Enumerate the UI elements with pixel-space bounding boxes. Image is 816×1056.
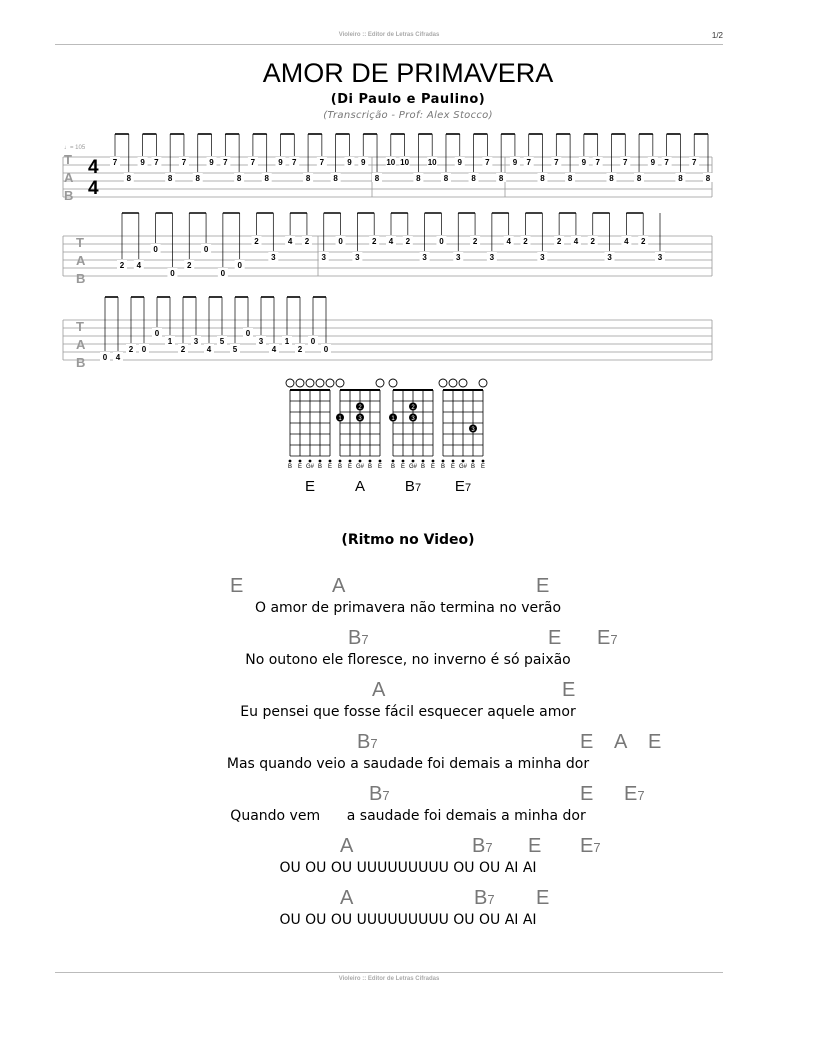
string-name: E [297, 464, 303, 470]
chord-root: B [472, 835, 486, 857]
string-name: E [347, 464, 353, 470]
tab-note: 2 [590, 237, 595, 246]
chord-suffix: 7 [485, 840, 493, 855]
tab-note: 3 [258, 337, 264, 346]
tab-note: 5 [219, 337, 225, 346]
tab-note: 0 [237, 261, 242, 270]
tab-note: 0 [439, 237, 444, 246]
chord-root: E [548, 627, 562, 649]
svg-text:2: 2 [411, 405, 415, 411]
lyric-line: Eu pensei que fosse fácil esquecer aquele amor [240, 704, 576, 720]
tab-note: 7 [526, 158, 531, 167]
lyric-chord [614, 731, 627, 754]
chord-name: B7 [404, 478, 422, 495]
chord-root: B [348, 627, 362, 649]
tab-note: 7 [154, 158, 159, 167]
tab-note: 9 [278, 158, 283, 167]
string-name: E [400, 464, 406, 470]
song-artist: (Di Paulo e Paulino) [330, 92, 486, 107]
tab-note: 9 [361, 158, 366, 167]
svg-text:3: 3 [471, 427, 475, 433]
lyric-chord [562, 679, 575, 702]
chord-root: E [528, 835, 542, 857]
tab-note: 3 [193, 337, 199, 346]
chord-root: A [372, 679, 386, 701]
tab-note: 3 [657, 253, 663, 262]
tab-note: 0 [102, 353, 108, 362]
lyric-chord [580, 783, 593, 806]
lyric-chord [648, 731, 661, 754]
tab-note: 0 [154, 329, 160, 338]
tab-note: 9 [650, 158, 656, 167]
lyric-chord [536, 575, 549, 598]
time-signature-top: 4 [88, 157, 99, 178]
lyric-line: O amor de primavera não termina no verão [254, 600, 562, 616]
tab-note: 8 [126, 174, 132, 183]
lyric-chord [332, 575, 345, 598]
lyric-chord [369, 783, 390, 806]
tab-system-2 [63, 213, 712, 286]
lyric-chord [536, 887, 549, 910]
chord-root: E [580, 783, 594, 805]
string-name: E [430, 464, 436, 470]
lyric-line: Quando vem a saudade foi demais a minha dor [230, 808, 586, 824]
tab-note: 1 [167, 337, 173, 346]
chord-row [0, 835, 816, 859]
lyric-chord [372, 679, 385, 702]
chord-suffix: 7 [370, 736, 378, 751]
chord-root: E [562, 679, 576, 701]
tab-note: 0 [323, 345, 329, 354]
tab-note: 8 [374, 174, 380, 183]
string-name: B [420, 464, 426, 470]
tab-note: 8 [678, 174, 683, 183]
chord-suffix: 7 [593, 840, 601, 855]
tab-note: 4 [624, 237, 629, 246]
lyric-line: No outono ele floresce, no inverno é só paixão [245, 652, 571, 668]
string-name: B [337, 464, 343, 470]
tab-note: 9 [512, 158, 518, 167]
lyric-chord [357, 731, 378, 754]
lyric-line: OU OU OU UUUUUUUUU OU OU AI AI [279, 912, 537, 928]
chord-root: B [474, 887, 488, 909]
string-name: G# [355, 464, 365, 470]
tab-note: 8 [471, 174, 476, 183]
tab-note: 2 [472, 237, 478, 246]
chord-diagram [389, 379, 435, 495]
tab-note: 3 [607, 253, 612, 262]
svg-text:3: 3 [358, 416, 362, 422]
tab-system-1 [63, 134, 713, 203]
chord-root: E [230, 575, 244, 597]
string-name: G# [458, 464, 468, 470]
svg-text:1: 1 [338, 416, 342, 422]
chord-root: E [597, 627, 611, 649]
chord-root: A [340, 835, 354, 857]
lyric-chord [624, 783, 645, 806]
lyric-line: Mas quando veio a saudade foi demais a minha dor [226, 756, 590, 772]
string-name: B [287, 464, 293, 470]
tab-note: 0 [338, 237, 343, 246]
chord-row [0, 783, 816, 807]
tab-note: 8 [167, 174, 173, 183]
tab-note: 2 [640, 237, 646, 246]
tab-note: 2 [180, 345, 186, 354]
svg-text:3: 3 [411, 416, 415, 422]
tab-note: 9 [457, 158, 462, 167]
tab-note: 0 [220, 269, 226, 278]
tab-letter-a: A [76, 337, 86, 352]
tab-note: 7 [554, 158, 559, 167]
tab-note: 8 [636, 174, 642, 183]
page-header [55, 32, 723, 45]
tab-letter-b: B [64, 188, 74, 203]
tab-note: 9 [209, 158, 214, 167]
tab-note: 8 [333, 174, 338, 183]
string-name: B [317, 464, 323, 470]
lyric-chord [474, 887, 495, 910]
tab-note: 7 [181, 158, 187, 167]
string-name: E [480, 464, 486, 470]
lyric-chord [580, 835, 601, 858]
lyric-chord [580, 731, 593, 754]
lyric-chord [348, 627, 369, 650]
tab-note: 0 [170, 269, 175, 278]
lyric-chord [340, 835, 353, 858]
page-number: 1/2 [711, 31, 723, 40]
tab-note: 8 [305, 174, 311, 183]
lyric-chord [230, 575, 243, 598]
tab-note: 4 [388, 237, 394, 246]
lyric-line: OU OU OU UUUUUUUUU OU OU AI AI [279, 860, 537, 876]
tab-note: 3 [321, 253, 326, 262]
tab-note: 8 [195, 174, 200, 183]
tab-note: 4 [115, 353, 121, 362]
tab-note: 4 [506, 237, 511, 246]
tab-note: 3 [540, 253, 545, 262]
tab-note: 4 [287, 237, 293, 246]
tab-note: 2 [304, 237, 310, 246]
chord-suffix: 7 [610, 632, 618, 647]
chord-row [0, 679, 816, 703]
page-footer [55, 972, 723, 982]
chord-root: B [357, 731, 371, 753]
tab-note: 9 [347, 158, 352, 167]
tab-note: 7 [292, 158, 297, 167]
tab-note: 0 [310, 337, 316, 346]
chord-diagrams [0, 370, 816, 500]
chord-suffix: 7 [487, 892, 495, 907]
tab-note: 2 [405, 237, 411, 246]
tab-note: 0 [141, 345, 147, 354]
tab-note: 9 [140, 158, 145, 167]
chord-name: A [354, 478, 366, 495]
lyric-chord [548, 627, 561, 650]
lyric-chord [340, 887, 353, 910]
tab-note: 8 [264, 174, 269, 183]
tab-note: 7 [319, 158, 325, 167]
tab-note: 4 [271, 345, 277, 354]
tab-note: 8 [705, 174, 711, 183]
tab-note: 9 [581, 158, 587, 167]
tab-note: 2 [187, 261, 192, 270]
tab-letter-t: T [76, 319, 84, 334]
tab-note: 8 [609, 174, 614, 183]
tab-note: 8 [567, 174, 573, 183]
svg-text:1: 1 [391, 416, 395, 422]
chord-row [0, 627, 816, 651]
tab-note: 7 [223, 158, 228, 167]
chord-row [0, 887, 816, 911]
tab-note: 7 [595, 158, 600, 167]
string-name: B [390, 464, 396, 470]
chord-name: E [304, 478, 316, 495]
tab-note: 3 [355, 253, 360, 262]
tab-system-3 [63, 297, 712, 370]
string-name: B [367, 464, 373, 470]
tab-note: 8 [498, 174, 504, 183]
tab-letter-a: A [76, 253, 86, 268]
tab-note: 7 [485, 158, 490, 167]
chord-root: A [340, 887, 354, 909]
chord-row [0, 731, 816, 755]
tab-note: 10 [386, 158, 396, 167]
tab-note: 10 [400, 158, 410, 167]
tab-note: 0 [153, 245, 158, 254]
chord-root: E [536, 887, 550, 909]
footer-site-name: Violeiro :: Editor de Letras Cifradas [338, 976, 440, 982]
tab-note: 0 [245, 329, 251, 338]
tab-letter-b: B [76, 271, 86, 286]
tab-note: 5 [232, 345, 238, 354]
tab-letter-t: T [64, 152, 72, 167]
tab-note: 7 [691, 158, 697, 167]
chord-root: E [624, 783, 638, 805]
tab-note: 3 [456, 253, 461, 262]
tab-note: 3 [489, 253, 495, 262]
chord-suffix: 7 [637, 788, 645, 803]
chord-diagram [439, 379, 487, 495]
tab-note: 0 [203, 245, 209, 254]
transcription-credit: (Transcrição - Prof: Alex Stocco) [323, 110, 493, 121]
chord-diagram [286, 379, 334, 495]
chord-row [0, 575, 816, 599]
lyric-chord [472, 835, 493, 858]
svg-text:2: 2 [358, 405, 362, 411]
string-name: G# [305, 464, 315, 470]
tab-letter-a: A [64, 170, 74, 185]
tab-note: 1 [284, 337, 290, 346]
chord-root: E [580, 835, 594, 857]
tab-note: 8 [416, 174, 421, 183]
time-signature-bottom: 4 [88, 178, 99, 199]
tab-note: 4 [206, 345, 212, 354]
tab-note: 3 [271, 253, 276, 262]
rhythm-note: (Ritmo no Video) [341, 532, 475, 548]
tab-note: 3 [422, 253, 427, 262]
lyric-chord [528, 835, 541, 858]
tab-note: 7 [112, 158, 118, 167]
string-name: B [440, 464, 446, 470]
string-name: G# [408, 464, 418, 470]
lyric-chord [597, 627, 618, 650]
chord-root: A [332, 575, 346, 597]
tab-note: 2 [523, 237, 528, 246]
tab-note: 4 [573, 237, 579, 246]
chord-root: A [614, 731, 628, 753]
string-name: E [450, 464, 456, 470]
tab-note: 10 [427, 158, 437, 167]
tempo-label: ♩= 105 [64, 145, 86, 151]
chord-root: B [369, 783, 383, 805]
tab-note: 8 [540, 174, 545, 183]
chord-root: E [536, 575, 550, 597]
tab-note: 2 [254, 237, 259, 246]
chord-diagram [336, 379, 384, 495]
header-site-name: Violeiro :: Editor de Letras Cifradas [338, 32, 440, 38]
tab-letter-b: B [76, 355, 86, 370]
tab-note: 8 [236, 174, 242, 183]
chord-root: E [648, 731, 662, 753]
chord-name: E7 [454, 478, 472, 495]
chord-root: E [580, 731, 594, 753]
tab-note: 2 [119, 261, 125, 270]
tablature [0, 125, 816, 370]
tab-note: 2 [128, 345, 134, 354]
tab-note: 2 [297, 345, 303, 354]
chord-suffix: 7 [382, 788, 390, 803]
tab-note: 4 [136, 261, 142, 270]
string-name: E [327, 464, 333, 470]
string-name: B [470, 464, 476, 470]
tab-letter-t: T [76, 235, 84, 250]
chord-suffix: 7 [361, 632, 369, 647]
tab-note: 7 [623, 158, 628, 167]
tab-note: 7 [250, 158, 256, 167]
tab-note: 2 [556, 237, 562, 246]
tab-note: 8 [443, 174, 449, 183]
tab-note: 2 [371, 237, 377, 246]
song-title: AMOR DE PRIMAVERA [262, 58, 554, 88]
tab-note: 7 [664, 158, 669, 167]
string-name: E [377, 464, 383, 470]
